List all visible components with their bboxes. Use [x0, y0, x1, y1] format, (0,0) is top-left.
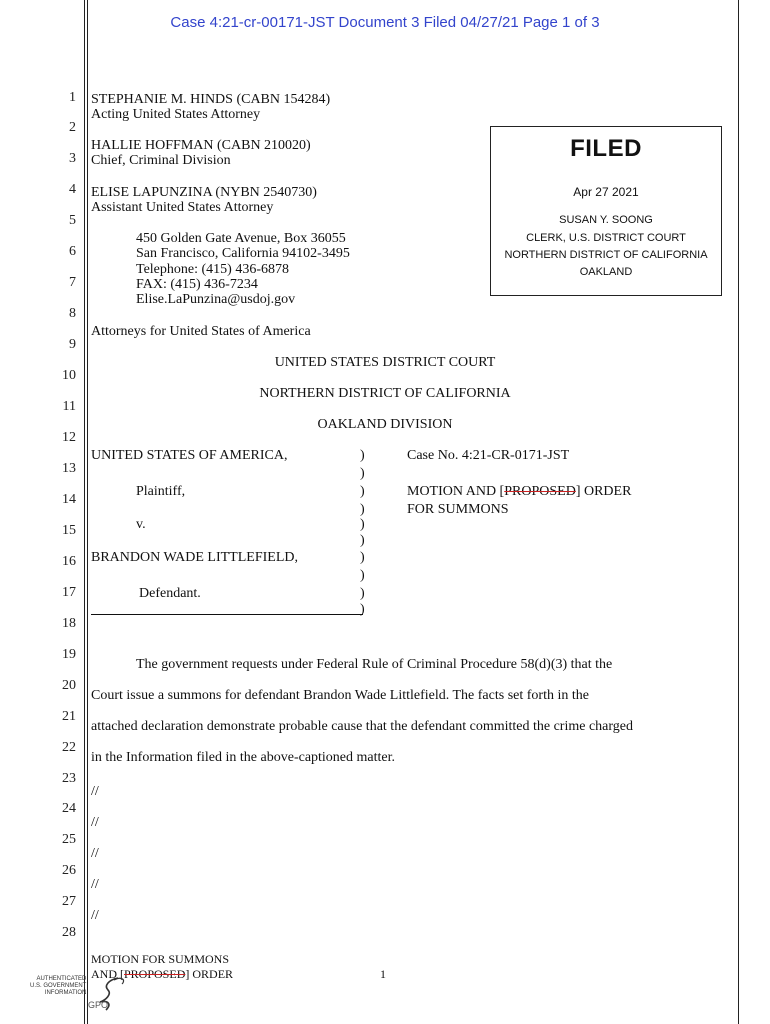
footer-title: MOTION FOR SUMMONS: [91, 952, 230, 966]
footer-part: AND [: [91, 967, 124, 981]
caption-paren: ): [360, 533, 365, 548]
line-number: 22: [62, 740, 76, 755]
gpo-label: GPO: [88, 1000, 109, 1010]
caption-paren: ): [360, 568, 365, 583]
line-number: 12: [62, 430, 76, 445]
line-number: 10: [62, 368, 76, 383]
margin-rule-left-2: [87, 0, 88, 1024]
line-number: 28: [62, 925, 76, 940]
caption-paren: ): [360, 602, 365, 617]
margin-rule-left-1: [84, 0, 85, 1024]
clerk-district: NORTHERN DISTRICT OF CALIFORNIA: [504, 249, 708, 261]
case-number: Case No. 4:21-CR-0171-JST: [407, 448, 570, 463]
gpo-text: INFORMATION: [44, 990, 87, 996]
body-line: The government requests under Federal Rule of Criminal Procedure 58(d)(3) that the: [136, 657, 613, 672]
line-number: 25: [62, 832, 76, 847]
defendant-name: BRANDON WADE LITTLEFIELD,: [91, 550, 298, 565]
body-line: in the Information filed in the above-captioned matter.: [91, 750, 396, 765]
attorney-line: STEPHANIE M. HINDS (CABN 154284): [91, 92, 331, 107]
clerk-name: SUSAN Y. SOONG: [559, 214, 653, 226]
attorney-line: Chief, Criminal Division: [91, 153, 231, 168]
line-number: 18: [62, 616, 76, 631]
line-number: 8: [69, 306, 76, 321]
caption-rule: [91, 614, 363, 615]
line-number: 21: [62, 709, 76, 724]
continuation-mark: //: [91, 815, 99, 830]
plaintiff-label: Plaintiff,: [136, 484, 186, 499]
line-number: 1: [69, 90, 76, 105]
body-line: Court issue a summons for defendant Brandon Wade Littlefield. The facts set forth in the: [91, 688, 589, 703]
clerk-title: CLERK, U.S. DISTRICT COURT: [526, 232, 686, 244]
document-title: [407, 484, 631, 500]
address-line: FAX: (415) 436-7234: [136, 277, 258, 292]
gpo-text: AUTHENTICATED: [36, 976, 87, 982]
continuation-mark: //: [91, 784, 99, 799]
title-part: MOTION AND [: [407, 484, 505, 499]
address-line: 450 Golden Gate Avenue, Box 36055: [136, 231, 346, 246]
caption-paren: ): [360, 517, 365, 532]
court-district: NORTHERN DISTRICT OF CALIFORNIA: [259, 386, 511, 401]
document-title-line2: FOR SUMMONS: [407, 502, 509, 517]
continuation-mark: //: [91, 877, 99, 892]
page-number: 1: [380, 967, 386, 981]
line-number: 26: [62, 863, 76, 878]
email-line: Elise.LaPunzina@usdoj.gov: [136, 292, 296, 307]
line-number: 2: [69, 120, 76, 135]
line-number: 27: [62, 894, 76, 909]
court-name: UNITED STATES DISTRICT COURT: [274, 355, 496, 370]
line-number: 14: [62, 492, 76, 507]
caption-paren: ): [360, 586, 365, 601]
filed-title: FILED: [570, 135, 642, 162]
line-number: 3: [69, 151, 76, 166]
gpo-text: U.S. GOVERNMENT: [30, 983, 87, 989]
address-line: Telephone: (415) 436-6878: [136, 262, 289, 277]
line-number: 6: [69, 244, 76, 259]
continuation-mark: //: [91, 908, 99, 923]
case-header: Case 4:21-cr-00171-JST Document 3 Filed 04/27/21 Page 1 of 3: [170, 14, 600, 31]
attorney-line: HALLIE HOFFMAN (CABN 210020): [91, 138, 311, 153]
versus: v.: [136, 517, 146, 532]
caption-paren: ): [360, 550, 365, 565]
line-number: 11: [62, 399, 76, 414]
line-number: 17: [62, 585, 76, 600]
line-number: 7: [69, 275, 76, 290]
attorneys-for: Attorneys for United States of America: [91, 324, 311, 339]
caption-paren: ): [360, 484, 365, 499]
line-number: 4: [69, 182, 76, 197]
defendant-label: Defendant.: [139, 586, 201, 601]
continuation-mark: //: [91, 846, 99, 861]
margin-rule-right: [738, 0, 739, 1024]
body-line: attached declaration demonstrate probable cause that the defendant committed the crime charged: [91, 719, 634, 734]
address-line: San Francisco, California 94102-3495: [136, 246, 350, 261]
footer-proposed-strike: PROPOSED: [124, 967, 186, 981]
line-number: 19: [62, 647, 76, 662]
line-number: 23: [62, 771, 76, 786]
line-number: 20: [62, 678, 76, 693]
caption-paren: ): [360, 448, 365, 463]
line-number: 15: [62, 523, 76, 538]
line-number: 16: [62, 554, 76, 569]
plaintiff-name: UNITED STATES OF AMERICA,: [91, 448, 288, 463]
title-part: ] ORDER: [575, 484, 632, 499]
caption-paren: ): [360, 466, 365, 481]
line-number: 24: [62, 801, 76, 816]
attorney-line: Acting United States Attorney: [91, 107, 261, 122]
footer-part: ] ORDER: [185, 967, 234, 981]
filed-date: Apr 27 2021: [573, 185, 639, 199]
line-number: 9: [69, 337, 76, 352]
court-division: OAKLAND DIVISION: [317, 417, 453, 432]
proposed-strike: PROPOSED: [504, 484, 576, 499]
line-number: 13: [62, 461, 76, 476]
caption-paren: ): [360, 502, 365, 517]
filed-stamp: [490, 126, 722, 296]
line-number: 5: [69, 213, 76, 228]
attorney-line: Assistant United States Attorney: [91, 200, 274, 215]
attorney-line: ELISE LAPUNZINA (NYBN 2540730): [91, 185, 317, 200]
clerk-division: OAKLAND: [579, 266, 633, 278]
